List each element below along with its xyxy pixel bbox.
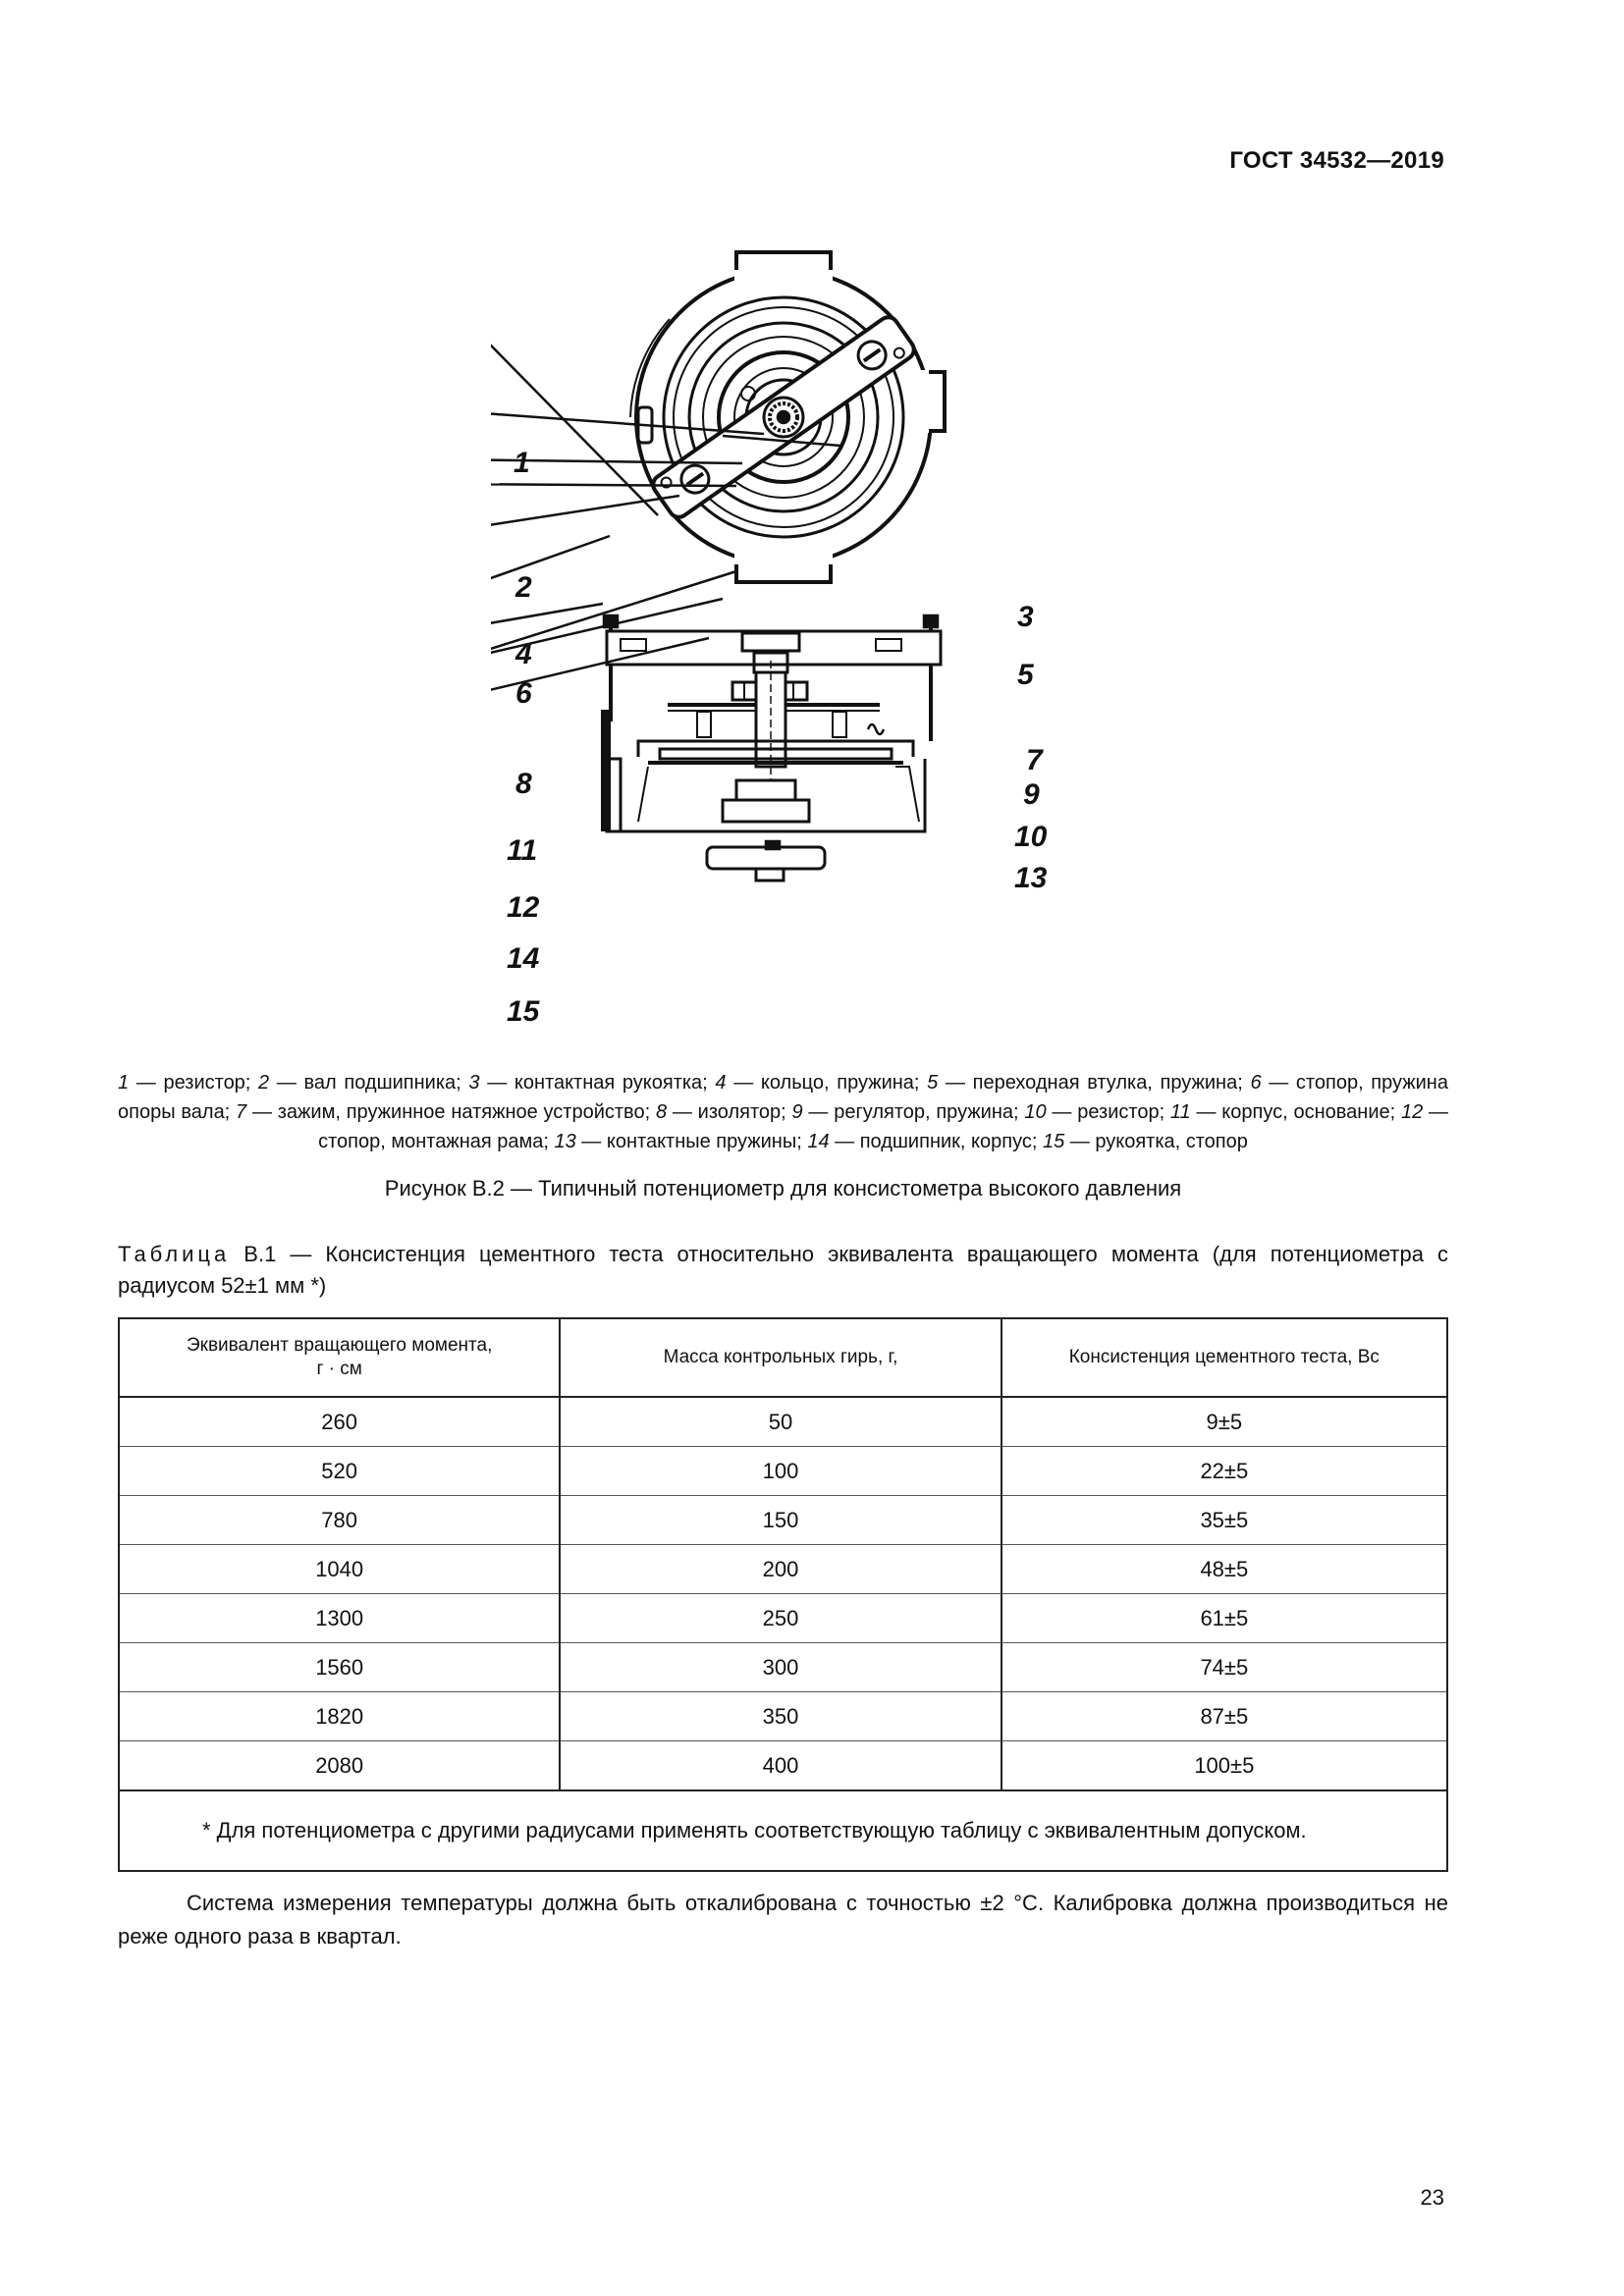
consistency-table — [118, 1317, 1448, 1872]
figure-label-15: 15 — [507, 995, 540, 1028]
potentiometer-drawing — [491, 221, 1100, 1045]
legend-item-1: 1 — резистор; — [118, 1072, 259, 1094]
document-id: ГОСТ 34532—2019 — [1229, 147, 1444, 174]
figure-label-2: 2 — [515, 571, 532, 604]
table-title-word: Таблица — [118, 1242, 231, 1266]
legend-item-10: 10 — резистор; — [1024, 1101, 1170, 1123]
table-footnote: * Для потенциометра с другими радиусами применять соответствующую таблицу с эквивалентным допуском. — [119, 1790, 1447, 1871]
table-row: 260 50 9±5 — [119, 1397, 1447, 1447]
figure-label-5: 5 — [1017, 659, 1034, 691]
figure-legend — [118, 1068, 1448, 1156]
figure-label-9: 9 — [1023, 778, 1040, 811]
table-header-row — [119, 1318, 1447, 1397]
legend-item-8: 8 — изолятор; — [655, 1101, 792, 1123]
potentiometer-figure — [491, 221, 1100, 1045]
table-title — [118, 1239, 1448, 1302]
figure-caption: Рисунок В.2 — Типичный потенциометр для консистометра высокого давления — [384, 1176, 1182, 1201]
legend-item-2: 2 — вал подшипника; — [258, 1072, 469, 1094]
table-row: 2080 400 100±5 — [119, 1741, 1447, 1791]
table-row: 1300 250 61±5 — [119, 1594, 1447, 1643]
figure-label-14: 14 — [507, 942, 540, 975]
page-number: 23 — [1420, 2185, 1444, 2210]
figure-label-4: 4 — [515, 638, 532, 670]
figure-label-13: 13 — [1014, 862, 1048, 894]
table-title-text: В.1 — Консистенция цементного теста относительно эквивалента вращающего момента (для потенциометра с радиусом 52±1 мм *) — [118, 1242, 1448, 1298]
legend-item-7: 7 — зажим, пружинное натяжное устройство; — [236, 1101, 656, 1123]
legend-item-9: 9 — регулятор, пружина; — [791, 1101, 1025, 1123]
figure-label-7: 7 — [1026, 744, 1043, 776]
legend-item-14: 14 — подшипник, корпус; — [807, 1131, 1043, 1152]
table-row: 1820 350 87±5 — [119, 1692, 1447, 1741]
top-view — [630, 252, 945, 582]
figure-label-10: 10 — [1014, 821, 1048, 853]
table-row: 520 100 22±5 — [119, 1447, 1447, 1496]
figure-label-8: 8 — [515, 768, 532, 800]
table-row: 1560 300 74±5 — [119, 1643, 1447, 1692]
figure-label-11: 11 — [507, 834, 538, 867]
header-consistency: Консистенция цементного теста, Вс — [1001, 1318, 1447, 1397]
figure-label-3: 3 — [1017, 601, 1034, 633]
side-view — [601, 615, 941, 881]
legend-item-5: 5 — переходная втулка, пружина; — [927, 1072, 1251, 1094]
table-row: 780 150 35±5 — [119, 1496, 1447, 1545]
header-torque: Эквивалент вращающего момента, г · см — [119, 1318, 560, 1397]
body-paragraph: Система измерения температуры должна быть откалибрована с точностью ±2 °С. Калибровка должна производиться не реже одного раза в квартал. — [118, 1891, 1448, 1949]
figure-label-12: 12 — [507, 891, 540, 924]
header-mass: Масса контрольных гирь, г, — [560, 1318, 1001, 1397]
legend-item-12: 12 — стопор, монтажная рама; — [318, 1101, 1449, 1152]
legend-item-4: 4 — кольцо, пружина; — [715, 1072, 928, 1094]
legend-item-13: 13 — контактные пружины; — [554, 1131, 808, 1152]
table-footnote-row — [119, 1790, 1447, 1871]
table-row: 1040 200 48±5 — [119, 1545, 1447, 1594]
figure-label-6: 6 — [515, 677, 532, 710]
legend-item-11: 11 — корпус, основание; — [1169, 1101, 1401, 1123]
legend-item-15: 15 — рукоятка, стопор — [1042, 1131, 1248, 1152]
legend-item-3: 3 — контактная рукоятка; — [468, 1072, 716, 1094]
legend-item-6: 6 — стопор, пружина опоры вала; — [118, 1072, 1448, 1123]
figure-label-1: 1 — [514, 447, 530, 479]
